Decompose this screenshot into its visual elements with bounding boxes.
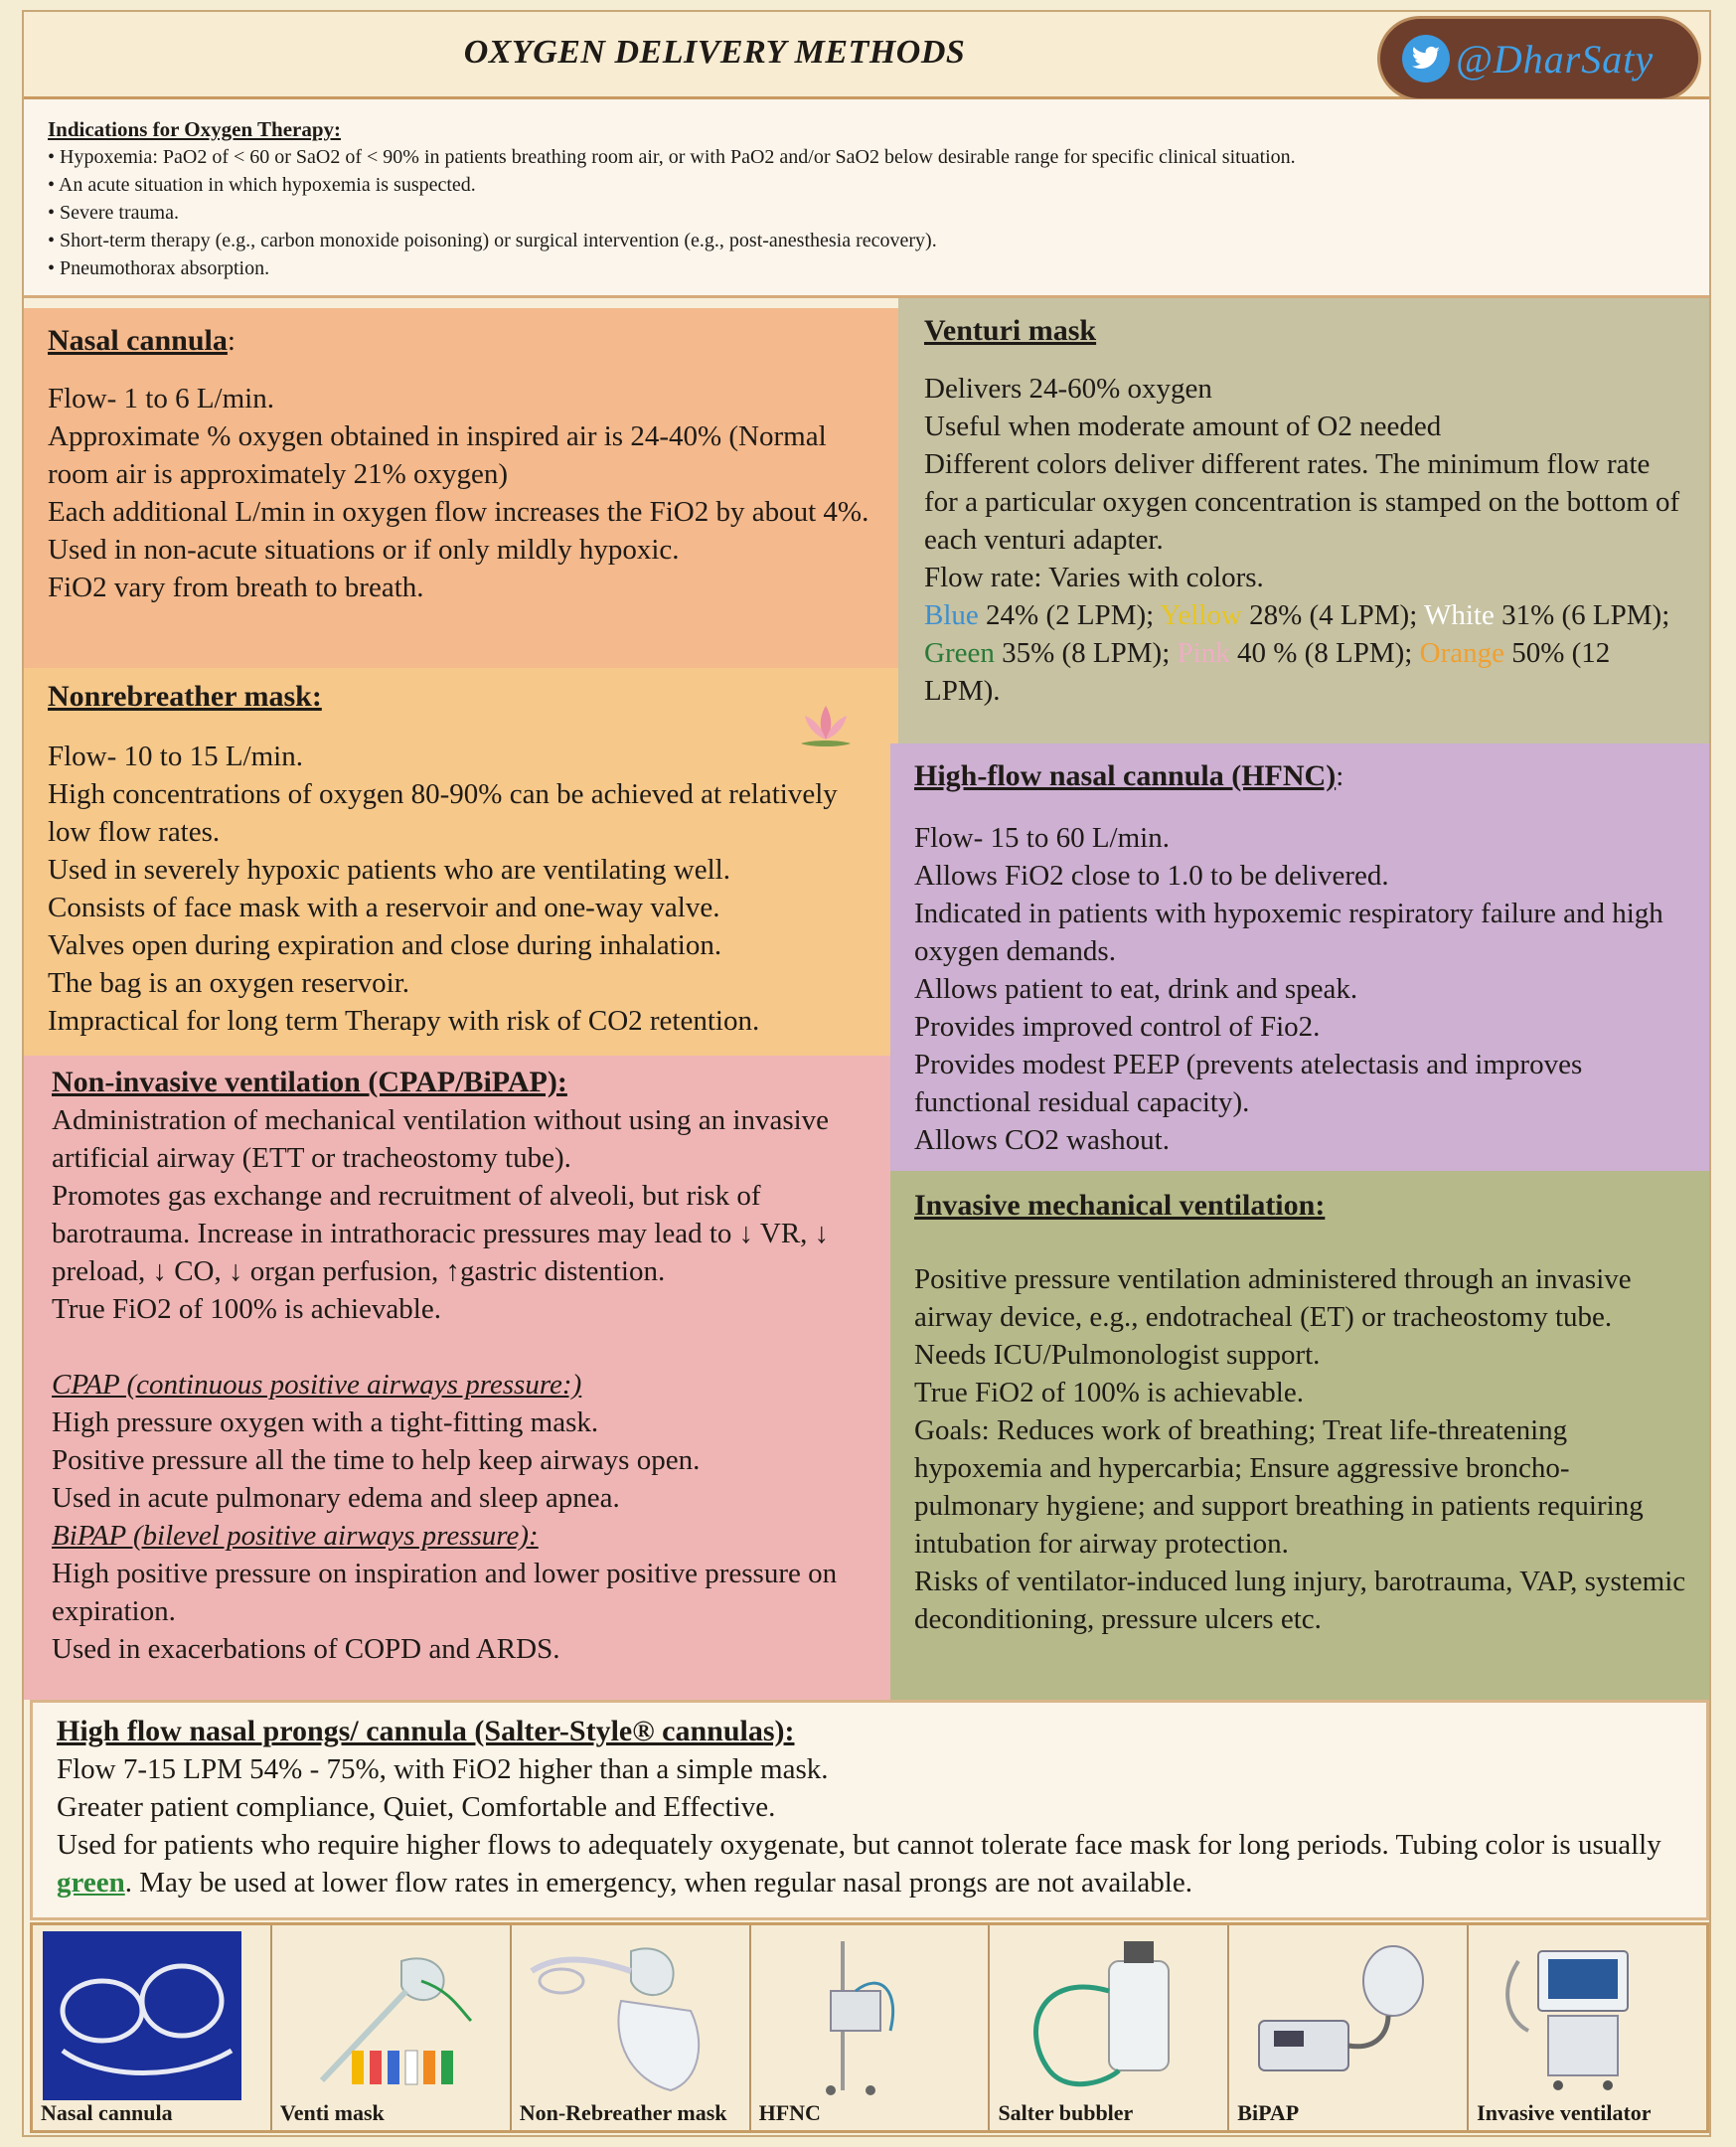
venturi-color-yellow: Yellow <box>1160 599 1242 631</box>
page-title: OXYGEN DELIVERY METHODS <box>463 34 966 71</box>
venturi-color-pink: Pink <box>1177 637 1230 669</box>
device-card-nonrebreather-mask <box>512 1925 751 2130</box>
device-card-nasal-cannula <box>33 1925 272 2130</box>
imv-line: Goals: Reduces work of breathing; Treat life-threatening hypoxemia and hypercarbia; Ensure aggressive broncho-pulmonary hygiene; and support breathing in patients requiring intubation for airway protection. <box>914 1414 1644 1560</box>
nonrebreather-line: The bag is an oxygen reservoir. <box>48 967 410 999</box>
nonrebreather-line: Consists of face mask with a reservoir and one-way valve. <box>48 892 720 923</box>
bipap-line: Used in exacerbations of COPD and ARDS. <box>52 1633 560 1665</box>
device-caption: Venti mask <box>279 2100 385 2125</box>
venturi-color-white: White <box>1423 599 1495 631</box>
nasal-cannula-photo-icon <box>43 1931 241 2100</box>
twitter-handle-badge[interactable] <box>1377 16 1701 101</box>
device-caption: BiPAP <box>1237 2100 1300 2125</box>
indications-heading: Indications for Oxygen Therapy: <box>48 117 342 141</box>
venturi-line: Flow rate: Varies with colors. <box>924 562 1264 593</box>
device-image-strip <box>30 1922 1709 2133</box>
nasal-line: Flow- 1 to 6 L/min. <box>48 383 274 414</box>
indication-item: • Short-term therapy (e.g., carbon monoxide poisoning) or surgical intervention (e.g., post-anesthesia recovery). <box>48 230 937 251</box>
salter-text: Used for patients who require higher flows to adequately oxygenate, but cannot tolerate face mask for long periods. Tubing color is usually <box>57 1829 1661 1861</box>
venturi-color-orange: Orange <box>1419 637 1504 669</box>
hfnc-heading: High-flow nasal cannula (HFNC) <box>914 759 1337 792</box>
nonrebreather-mask-photo-icon <box>522 1931 720 2100</box>
lotus-flower-icon <box>791 696 861 755</box>
salter-cannula-section <box>30 1700 1709 1920</box>
venturi-heading: Venturi mask <box>924 314 1097 347</box>
device-caption: Non-Rebreather mask <box>519 2100 727 2125</box>
nasal-line: FiO2 vary from breath to breath. <box>48 572 424 603</box>
nonrebreather-heading: Nonrebreather mask: <box>48 680 322 713</box>
salter-heading: High flow nasal prongs/ cannula (Salter-Style® cannulas): <box>57 1715 795 1747</box>
imv-line: True FiO2 of 100% is achievable. <box>914 1377 1304 1408</box>
niv-line: Administration of mechanical ventilation without using an invasive artificial airway (ETT or tracheostomy tube). <box>52 1104 830 1174</box>
device-card-hfnc <box>751 1925 991 2130</box>
venturi-line: Different colors deliver different rates. The minimum flow rate for a particular oxygen concentration is stamped on the bottom of each venturi adapter. <box>924 448 1680 556</box>
salter-bubbler-photo-icon <box>1000 1931 1198 2100</box>
hfnc-line: Provides modest PEEP (prevents atelectasis and improves functional residual capacity). <box>914 1049 1583 1118</box>
imv-heading: Invasive mechanical ventilation: <box>914 1189 1326 1222</box>
salter-green-word: green <box>57 1867 125 1899</box>
venturi-rate-blue: 24% (2 LPM); <box>978 599 1161 631</box>
hfnc-line: Allows FiO2 close to 1.0 to be delivered. <box>914 860 1389 892</box>
indication-item: • Severe trauma. <box>48 202 179 224</box>
device-card-invasive-ventilator <box>1469 1925 1706 2130</box>
imv-line: Risks of ventilator-induced lung injury, barotrauma, VAP, systemic deconditioning, pressure ulcers etc. <box>914 1566 1686 1635</box>
hfnc-line: Provides improved control of Fio2. <box>914 1011 1321 1043</box>
invasive-ventilation-section <box>890 1171 1709 1700</box>
venturi-rate-white: 31% (6 LPM); <box>1494 599 1670 631</box>
device-card-salter-bubbler <box>990 1925 1229 2130</box>
indication-item: • An acute situation in which hypoxemia is suspected. <box>48 174 476 196</box>
hfnc-line: Indicated in patients with hypoxemic respiratory failure and high oxygen demands. <box>914 898 1663 967</box>
hfnc-device-photo-icon <box>761 1931 960 2100</box>
bipap-line: High positive pressure on inspiration and lower positive pressure on expiration. <box>52 1558 838 1627</box>
hfnc-heading-colon: : <box>1336 760 1344 792</box>
salter-line: Flow 7-15 LPM 54% - 75%, with FiO2 higher than a simple mask. <box>57 1753 829 1785</box>
device-card-venti-mask <box>272 1925 512 2130</box>
hfnc-line: Allows CO2 washout. <box>914 1124 1170 1156</box>
venturi-line: Useful when moderate amount of O2 needed <box>924 411 1442 442</box>
nasal-line: Approximate % oxygen obtained in inspired air is 24-40% (Normal room air is approximately 21% oxygen) <box>48 420 827 490</box>
venturi-color-blue: Blue <box>924 599 979 631</box>
imv-line: Needs ICU/Pulmonologist support. <box>914 1339 1321 1371</box>
cpap-line: High pressure oxygen with a tight-fitting mask. <box>52 1406 599 1438</box>
nonrebreather-line: Impractical for long term Therapy with risk of CO2 retention. <box>48 1005 760 1037</box>
venturi-rate-pink: 40 % (8 LPM); <box>1229 637 1420 669</box>
niv-line: Promotes gas exchange and recruitment of alveoli, but risk of barotrauma. Increase in intrathoracic pressures may lead to ↓ VR, ↓ preload, ↓ CO, ↓ organ perfusion, ↑gastric distention. <box>52 1180 830 1287</box>
nasal-line: Each additional L/min in oxygen flow increases the FiO2 by about 4%. <box>48 496 869 528</box>
venturi-mask-section <box>898 298 1709 743</box>
venturi-color-rates <box>924 596 1689 710</box>
twitter-handle-text: @DharSaty <box>1456 36 1655 82</box>
venturi-rate-yellow: 28% (4 LPM); <box>1241 599 1424 631</box>
noninvasive-ventilation-section <box>24 1056 890 1700</box>
hfnc-section <box>890 743 1709 1171</box>
indication-item: • Hypoxemia: PaO2 of < 60 or SaO2 of < 90% in patients breathing room air, or with PaO2 and/or SaO2 below desirable range for specific clinical situation. <box>48 146 1296 168</box>
device-card-bipap <box>1229 1925 1469 2130</box>
bipap-machine-photo-icon <box>1239 1931 1438 2100</box>
device-caption: HFNC <box>758 2100 821 2125</box>
hfnc-line: Flow- 15 to 60 L/min. <box>914 822 1170 854</box>
ventilator-photo-icon <box>1479 1931 1677 2100</box>
nonrebreather-line: High concentrations of oxygen 80-90% can be achieved at relatively low flow rates. <box>48 778 838 848</box>
indications-section <box>24 99 1709 298</box>
salter-line-last <box>57 1826 1688 1901</box>
cpap-line: Used in acute pulmonary edema and sleep apnea. <box>52 1482 620 1514</box>
nonrebreather-line: Flow- 10 to 15 L/min. <box>48 741 303 772</box>
bipap-heading: BiPAP (bilevel positive airways pressure): <box>52 1520 539 1552</box>
cpap-line: Positive pressure all the time to help keep airways open. <box>52 1444 701 1476</box>
niv-line: True FiO2 of 100% is achievable. <box>52 1293 441 1325</box>
device-caption: Salter bubbler <box>998 2100 1134 2125</box>
nasal-cannula-heading: Nasal cannula <box>48 324 228 357</box>
cpap-heading: CPAP (continuous positive airways pressure:) <box>52 1369 582 1401</box>
indication-item: • Pneumothorax absorption. <box>48 257 270 279</box>
venturi-mask-photo-icon <box>282 1931 481 2100</box>
nonrebreather-line: Used in severely hypoxic patients who are ventilating well. <box>48 854 730 886</box>
device-caption: Invasive ventilator <box>1477 2100 1652 2125</box>
hfnc-line: Allows patient to eat, drink and speak. <box>914 973 1358 1005</box>
salter-text: . May be used at lower flow rates in emergency, when regular nasal prongs are not available. <box>124 1867 1192 1899</box>
nasal-line: Used in non-acute situations or if only mildly hypoxic. <box>48 534 680 566</box>
niv-heading: Non-invasive ventilation (CPAP/BiPAP): <box>52 1066 567 1098</box>
imv-line: Positive pressure ventilation administered through an invasive airway device, e.g., endotracheal (ET) or tracheostomy tube. <box>914 1263 1632 1333</box>
nonrebreather-line: Valves open during expiration and close during inhalation. <box>48 929 722 961</box>
venturi-line: Delivers 24-60% oxygen <box>924 373 1212 405</box>
nonrebreather-section <box>24 668 898 1056</box>
salter-line: Greater patient compliance, Quiet, Comfortable and Effective. <box>57 1791 776 1823</box>
device-caption: Nasal cannula <box>41 2100 173 2125</box>
venturi-rate-green: 35% (8 LPM); <box>994 637 1178 669</box>
twitter-bird-icon <box>1402 35 1450 83</box>
venturi-rate-orange: 50% (12 LPM). <box>924 637 1611 707</box>
nasal-cannula-section <box>24 308 898 668</box>
venturi-color-green: Green <box>924 637 995 669</box>
nasal-heading-colon: : <box>227 325 236 357</box>
